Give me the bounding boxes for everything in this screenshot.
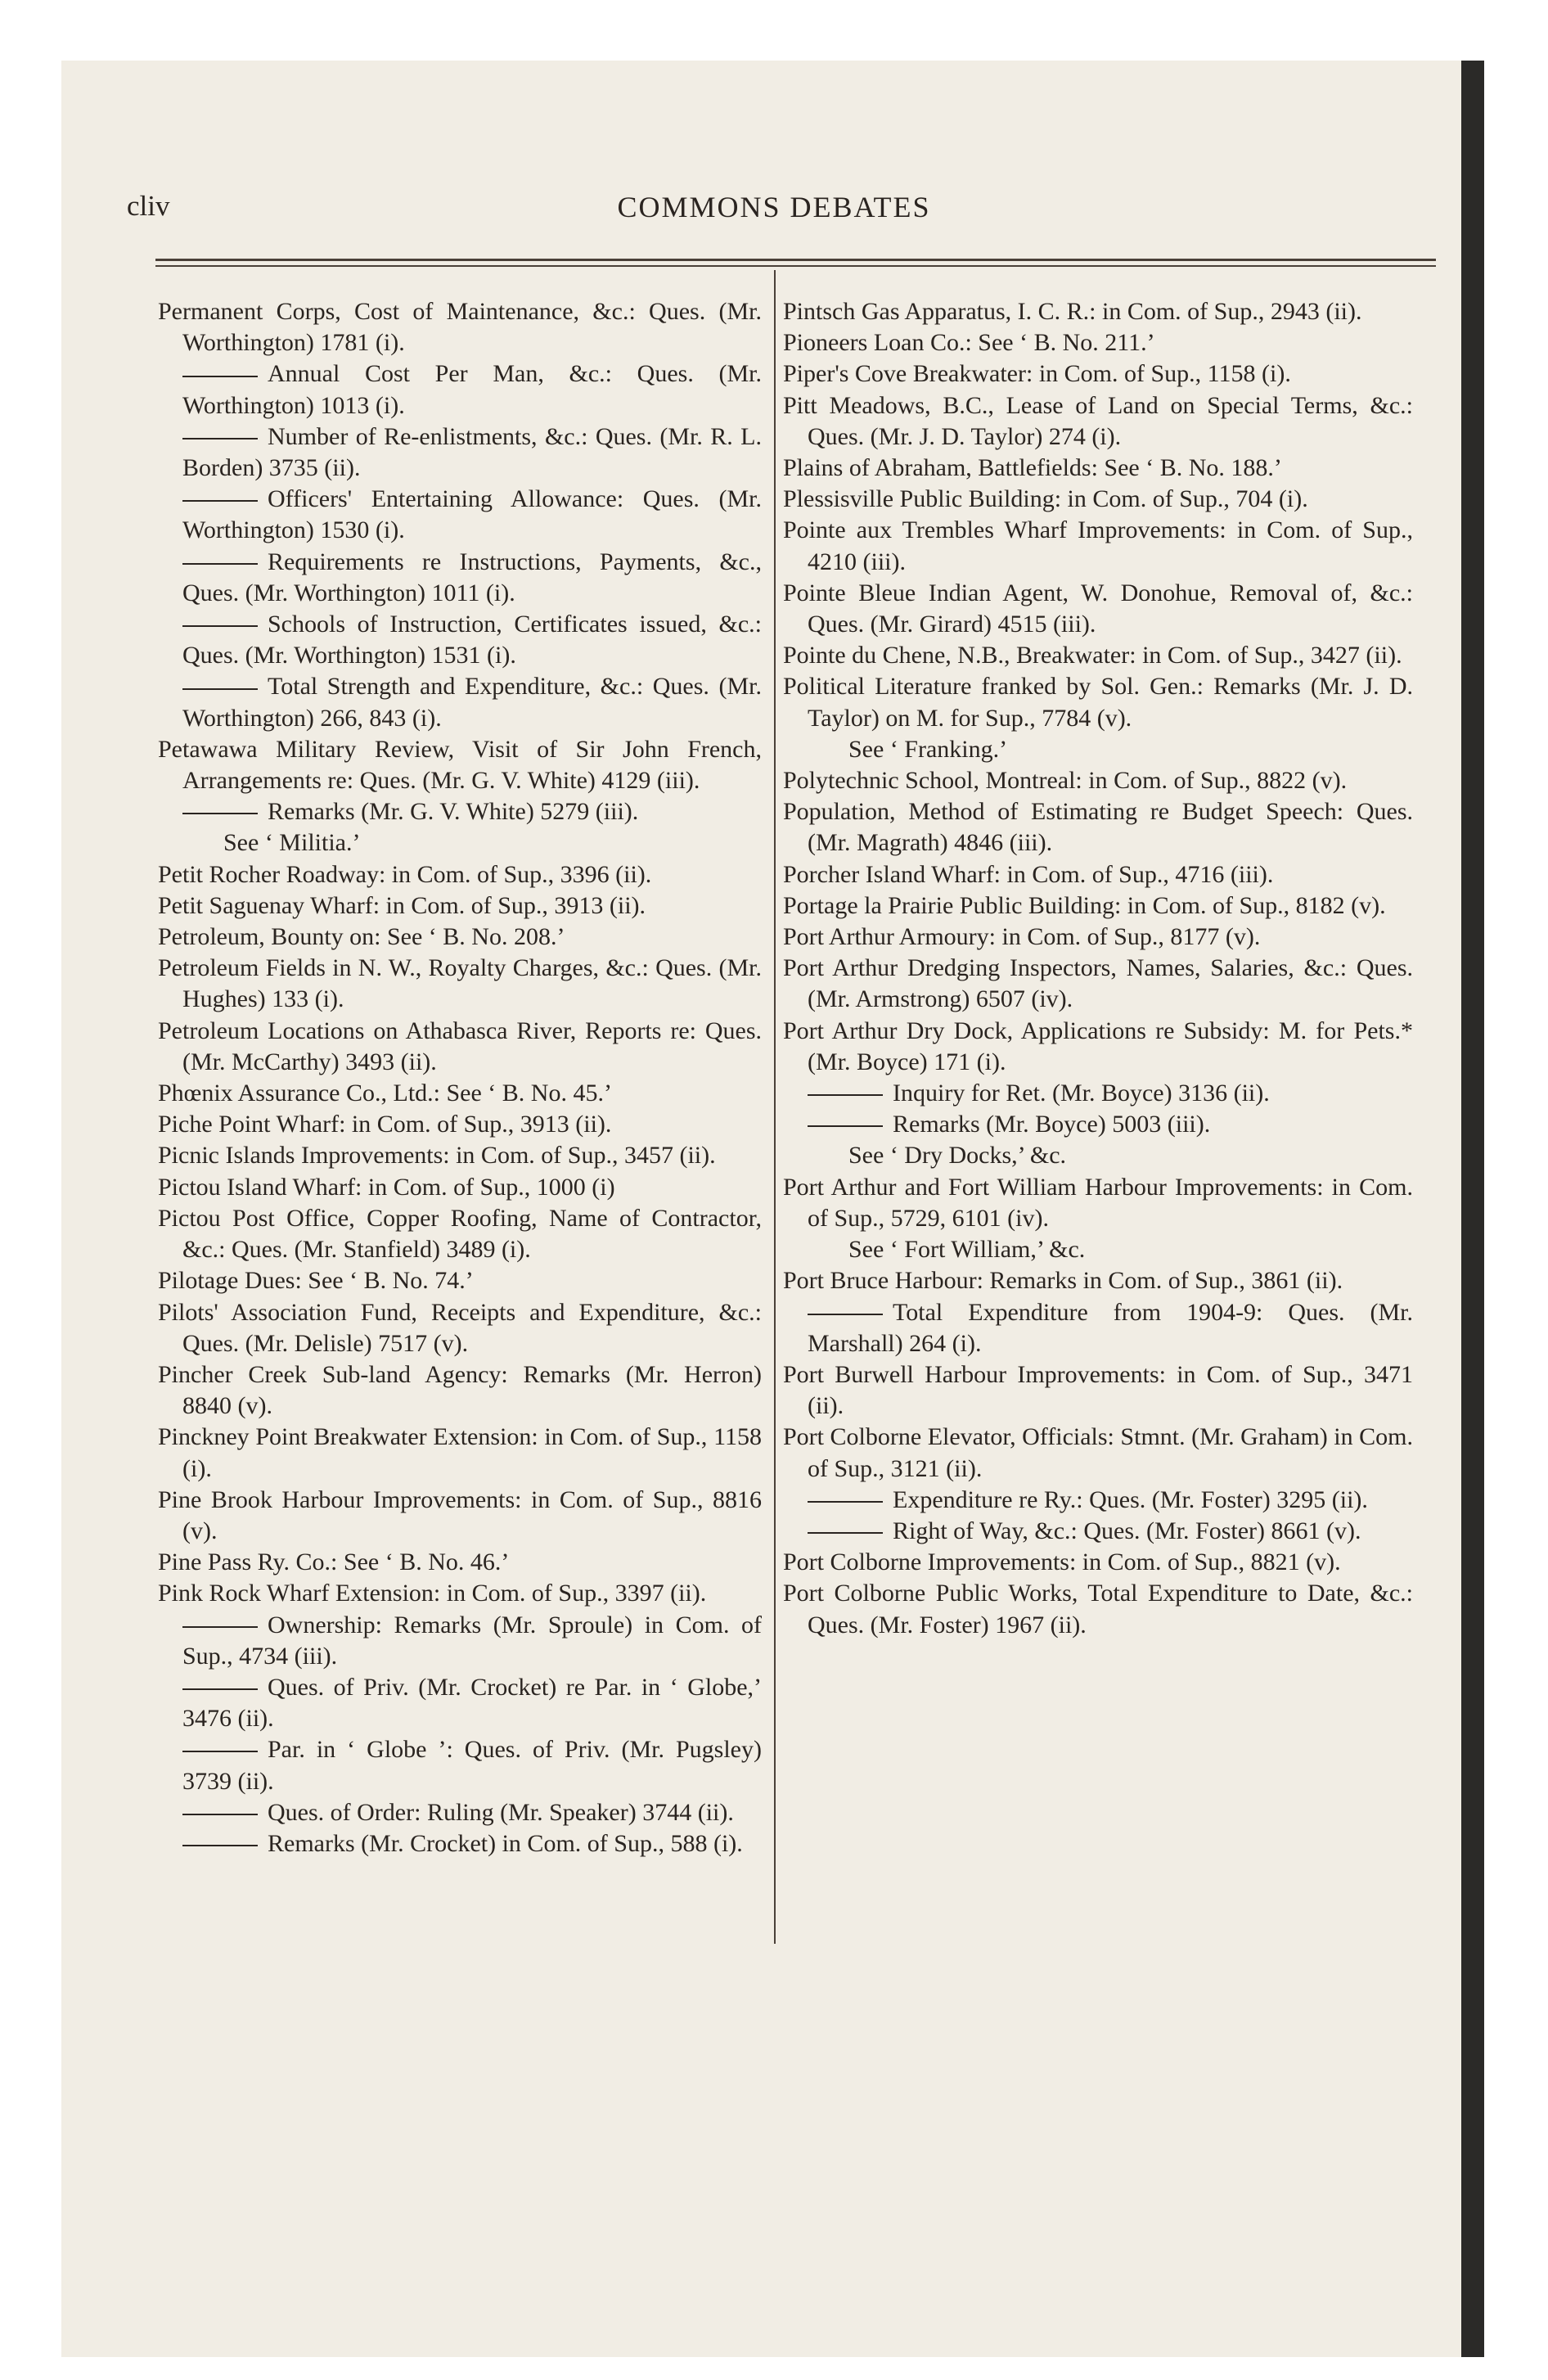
index-entry-text: Petawawa Military Review, Visit of Sir John French, Arrangements re: Ques. (Mr. G. V. White) 4129 (iii). [158,735,762,795]
index-entry [158,1422,762,1484]
index-entry-text: Pine Brook Harbour Improvements: in Com. of Sup., 8816 (v). [158,1485,762,1544]
index-entry [783,578,1413,640]
index-entry [783,1172,1413,1234]
index-entry [783,327,1413,358]
index-entry-text: Port Colborne Elevator, Officials: Stmnt. (Mr. Graham) in Com. of Sup., 3121 (ii). [783,1423,1413,1482]
index-subentry [158,1797,762,1828]
index-subentry [783,1078,1413,1109]
index-entry [158,1109,762,1140]
index-entry-text: Pilotage Dues: See ‘ B. No. 74.’ [158,1267,474,1295]
index-entry [158,953,762,1015]
index-entry [158,1359,762,1422]
index-entry [158,1172,762,1203]
index-entry-text: Port Arthur Armoury: in Com. of Sup., 8177 (v). [783,923,1261,951]
index-entry-text: Par. in ‘ Globe ’: Ques. of Priv. (Mr. Pugsley) 3739 (ii). [182,1736,762,1795]
index-entry [783,765,1413,796]
index-entry-text: Port Colborne Public Works, Total Expenditure to Date, &c.: Ques. (Mr. Foster) 1967 (ii). [783,1580,1413,1639]
index-entry-text: Remarks (Mr. G. V. White) 5279 (iii). [268,798,639,826]
index-entry-text: Pilots' Association Fund, Receipts and Expenditure, &c.: Ques. (Mr. Delisle) 7517 (v). [158,1298,762,1357]
index-entry [158,1547,762,1578]
index-subentry [158,1610,762,1672]
index-entry [783,296,1413,327]
index-entry-text: See ‘ Dry Docks,’ &c. [848,1142,1067,1170]
index-entry-text: See ‘ Franking.’ [848,735,1008,763]
index-entry-text: Piche Point Wharf: in Com. of Sup., 3913 (ii). [158,1111,612,1138]
index-cross-reference [158,827,762,859]
index-subentry [783,1485,1413,1516]
index-entry-text: Porcher Island Wharf: in Com. of Sup., 4716 (iii). [783,860,1274,888]
index-entry-text: Petit Rocher Roadway: in Com. of Sup., 3396 (ii). [158,860,652,888]
index-entry [783,1422,1413,1484]
index-entry [783,515,1413,577]
index-subentry [158,609,762,671]
ditto-dash [182,500,258,502]
index-entry [783,1578,1413,1640]
index-entry-text: Pictou Post Office, Copper Roofing, Name of Contractor, &c.: Ques. (Mr. Stanfield) 3489 (i). [158,1204,762,1264]
index-entry-text: Pink Rock Wharf Extension: in Com. of Sup., 3397 (ii). [158,1580,707,1607]
index-entry [783,1265,1413,1296]
index-entry [783,953,1413,1015]
ditto-dash [182,813,258,814]
index-entry-text: Ques. of Priv. (Mr. Crocket) re Par. in ‘ Globe,’ 3476 (ii). [182,1673,762,1733]
ditto-dash [808,1094,883,1096]
binding-edge [1461,61,1484,2357]
index-subentry [158,547,762,609]
index-entry [783,671,1413,733]
index-entry [158,1140,762,1171]
index-entry-text: Pinckney Point Breakwater Extension: in Com. of Sup., 1158 (i). [158,1423,762,1482]
index-entry-text: Port Bruce Harbour: Remarks in Com. of Sup., 3861 (ii). [783,1267,1343,1295]
index-entry-text: Ownership: Remarks (Mr. Sproule) in Com. of Sup., 4734 (iii). [182,1611,762,1670]
index-subentry [158,796,762,827]
index-entry-text: Inquiry for Ret. (Mr. Boyce) 3136 (ii). [893,1080,1270,1107]
ditto-dash [808,1125,883,1127]
column-divider [774,270,776,1944]
index-entry-text: Port Arthur and Fort William Harbour Improvements: in Com. of Sup., 5729, 6101 (iv). [783,1173,1413,1232]
index-entry [158,1016,762,1078]
index-entry-text: Picnic Islands Improvements: in Com. of Sup., 3457 (ii). [158,1142,716,1170]
index-entry-text: Remarks (Mr. Boyce) 5003 (iii). [893,1111,1211,1138]
index-entry-text: Pictou Island Wharf: in Com. of Sup., 1000 (i) [158,1173,615,1201]
index-entry-text: See ‘ Fort William,’ &c. [848,1236,1086,1264]
index-entry-text: Petit Saguenay Wharf: in Com. of Sup., 3913 (ii). [158,891,646,919]
index-entry-text: Right of Way, &c.: Ques. (Mr. Foster) 8661 (v). [893,1517,1361,1544]
index-entry-text: Petroleum, Bounty on: See ‘ B. No. 208.’ [158,923,565,951]
index-entry [783,453,1413,484]
index-cross-reference [783,1140,1413,1171]
index-subentry [158,484,762,546]
ditto-dash [182,1845,258,1846]
index-entry [158,1485,762,1547]
index-entry-text: Total Expenditure from 1904-9: Ques. (Mr. Marshall) 264 (i). [808,1298,1413,1357]
index-entry-text: Pine Pass Ry. Co.: See ‘ B. No. 46.’ [158,1548,510,1576]
index-entry [158,890,762,922]
index-entry [783,390,1413,453]
index-subentry [783,1297,1413,1359]
index-entry-text: Phœnix Assurance Co., Ltd.: See ‘ B. No. 45.’ [158,1080,612,1107]
index-entry-text: Pintsch Gas Apparatus, I. C. R.: in Com. of Sup., 2943 (ii). [783,298,1362,325]
ditto-dash [182,625,258,627]
ditto-dash [182,1688,258,1690]
index-subentry [158,1734,762,1796]
index-entry [158,734,762,796]
index-cross-reference [783,734,1413,765]
index-entry [783,358,1413,390]
index-entry-text: Portage la Prairie Public Building: in Com. of Sup., 8182 (v). [783,891,1386,919]
index-entry-text: Pincher Creek Sub-land Agency: Remarks (Mr. Herron) 8840 (v). [158,1360,762,1420]
index-entry-text: Officers' Entertaining Allowance: Ques. (Mr. Worthington) 1530 (i). [182,485,762,544]
index-column-right [783,296,1413,1641]
ditto-dash [808,1501,883,1503]
index-entry-text: Pointe du Chene, N.B., Breakwater: in Com. of Sup., 3427 (ii). [783,642,1402,669]
index-entry [783,859,1413,890]
index-entry [783,640,1413,671]
index-subentry [783,1109,1413,1140]
index-entry [783,796,1413,859]
ditto-dash [182,1751,258,1752]
index-cross-reference [783,1234,1413,1265]
ditto-dash [182,563,258,565]
ditto-dash [182,1814,258,1815]
ditto-dash [182,438,258,439]
index-entry-text: Port Burwell Harbour Improvements: in Com. of Sup., 3471 (ii). [783,1360,1413,1420]
index-entry-text: Piper's Cove Breakwater: in Com. of Sup., 1158 (i). [783,360,1291,388]
index-entry-text: Requirements re Instructions, Payments, &c., Ques. (Mr. Worthington) 1011 (i). [182,548,762,606]
index-entry-text: Pointe Bleue Indian Agent, W. Donohue, Removal of, &c.: Ques. (Mr. Girard) 4515 (iii). [783,579,1413,638]
index-entry [783,1016,1413,1078]
index-entry [158,1078,762,1109]
index-entry-text: Port Arthur Dredging Inspectors, Names, Salaries, &c.: Ques. (Mr. Armstrong) 6507 (iv). [783,954,1413,1013]
index-entry-text: Schools of Instruction, Certificates issued, &c.: Ques. (Mr. Worthington) 1531 (i). [182,611,762,669]
index-subentry [158,421,762,484]
index-subentry [158,1828,762,1859]
ditto-dash [182,688,258,690]
index-subentry [158,1672,762,1734]
index-entry [158,1203,762,1265]
index-entry-text: Expenditure re Ry.: Ques. (Mr. Foster) 3295 (ii). [893,1485,1368,1513]
index-entry [783,922,1413,953]
index-entry [783,1359,1413,1422]
index-entry-text: Plains of Abraham, Battlefields: See ‘ B. No. 188.’ [783,454,1282,482]
index-entry [158,859,762,890]
index-entry-text: Ques. of Order: Ruling (Mr. Speaker) 3744 (ii). [268,1798,734,1826]
index-entry [158,296,762,358]
index-entry-text: Annual Cost Per Man, &c.: Ques. (Mr. Worthington) 1013 (i). [182,360,762,419]
index-entry-text: Remarks (Mr. Crocket) in Com. of Sup., 588 (i). [268,1829,743,1857]
index-entry [783,484,1413,515]
index-column-left [158,296,762,1859]
page-folio: cliv [127,190,170,222]
index-entry [783,890,1413,922]
index-entry [783,1547,1413,1578]
index-entry [158,922,762,953]
index-entry [158,1578,762,1609]
index-entry-text: See ‘ Militia.’ [223,829,361,857]
index-entry-text: Population, Method of Estimating re Budget Speech: Ques. (Mr. Magrath) 4846 (iii). [783,798,1413,857]
running-title: COMMONS DEBATES [617,191,931,223]
index-entry [158,1297,762,1359]
index-entry-text: Port Colborne Improvements: in Com. of Sup., 8821 (v). [783,1548,1341,1576]
ditto-dash [808,1314,883,1315]
index-entry-text: Number of Re-enlistments, &c.: Ques. (Mr. R. L. Borden) 3735 (ii). [182,422,762,482]
index-subentry [783,1516,1413,1547]
ditto-dash [808,1532,883,1534]
index-entry-text: Pitt Meadows, B.C., Lease of Land on Special Terms, &c.: Ques. (Mr. J. D. Taylor) 274 (i). [783,391,1413,450]
index-entry-text: Polytechnic School, Montreal: in Com. of Sup., 8822 (v). [783,767,1348,795]
index-entry-text: Plessisville Public Building: in Com. of Sup., 704 (i). [783,485,1308,513]
index-entry [158,1265,762,1296]
header-rule [155,265,1436,267]
index-entry-text: Pioneers Loan Co.: See ‘ B. No. 211.’ [783,329,1155,357]
index-entry-text: Port Arthur Dry Dock, Applications re Subsidy: M. for Pets.* (Mr. Boyce) 171 (i). [783,1016,1413,1075]
index-entry-text: Pointe aux Trembles Wharf Improvements: in Com. of Sup., 4210 (iii). [783,516,1413,575]
index-subentry [158,671,762,733]
index-subentry [158,358,762,421]
header-rule [155,259,1436,261]
index-entry-text: Permanent Corps, Cost of Maintenance, &c.: Ques. (Mr. Worthington) 1781 (i). [158,298,762,357]
ditto-dash [182,376,258,377]
index-entry-text: Petroleum Fields in N. W., Royalty Charges, &c.: Ques. (Mr. Hughes) 133 (i). [158,954,762,1013]
ditto-dash [182,1626,258,1628]
index-entry-text: Total Strength and Expenditure, &c.: Ques. (Mr. Worthington) 266, 843 (i). [182,673,762,732]
index-entry-text: Political Literature franked by Sol. Gen.: Remarks (Mr. J. D. Taylor) on M. for Sup., 7784 (v). [783,673,1413,732]
index-entry-text: Petroleum Locations on Athabasca River, Reports re: Ques. (Mr. McCarthy) 3493 (ii). [158,1016,762,1075]
